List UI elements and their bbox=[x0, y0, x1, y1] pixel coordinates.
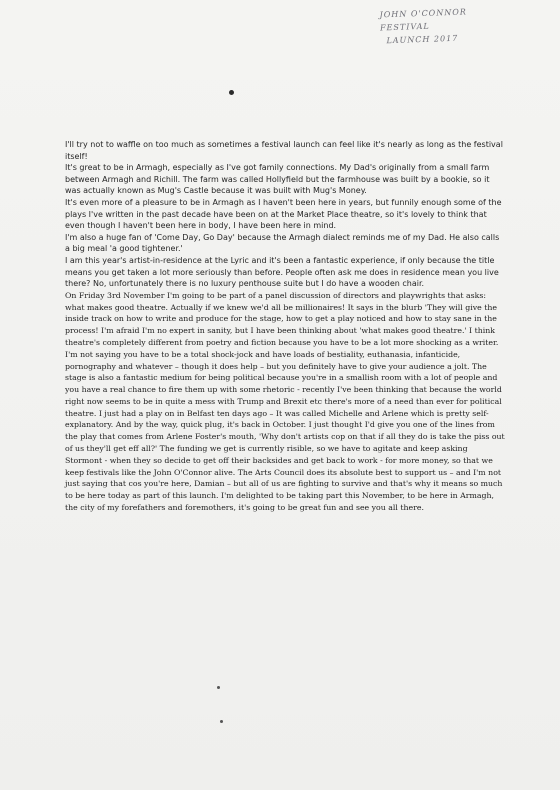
ink-dot bbox=[220, 720, 223, 723]
note-line-2: LAUNCH 2017 bbox=[386, 33, 459, 46]
paragraph-pleasure: It's even more of a pleasure to be in Armagh as I haven't been here in years, but funnily enough some of the plays I've written in the past decade have been on at the Market Place theatre, so it's lovely to think that even though I haven't been here in body, I have been here in mind. bbox=[65, 197, 502, 231]
paragraph-panel: On Friday 3rd November I'm going to be part of a panel discussion of directors and playwrights that asks: what makes good theatre. Actually if we knew we'd all be millionaires! It says in the blurb 'They will give the inside track on how to write and produce for the stage, how to get a play noticed and how to stay sane in the process! I'm afraid I'm no expert in sanity, but I have been thinking about 'what makes good theatre.' I think theatre's completely different from poetry and fiction because you have to be a lot more shocking as a writer. I'm not saying you have to be a total shock-jock and have loads of bestiality, euthanasia, infanticide, pornography and whatever – though it does help – but you definitely have to give your audience a jolt. The stage is also a fantastic medium for being political because you're in a smallish room with a lot of people and you have a real chance to fire them up with some rhetoric - recently I've been thinking that because the world right now seems to be in quite a mess with Trump and Brexit etc there's more of a need than ever for political theatre. I just had a play on in Belfast ten days ago – It was called Michelle and Arlene which is pretty self-explanatory. And by the way, quick plug, it's back in October. I just thought I'd give you one of the lines from the play that comes from Arlene Foster's mouth, 'Why don't artists cop on that if all they do is take the piss out of us they'll get eff all?' The funding we get is currently risible, so we have to agitate and keep asking Stormont - when they so decide to get off their backsides and get back to work - for more money, so that we keep festivals like the John O'Connor alive. The Arts Council does its absolute best to support us – and I'm not just saying that cos you're here, Damian – but all of us are fighting to survive and that's why it means so much to be here today as part of this launch. I'm delighted to be taking part this November, to be here in Armagh, the city of my forefathers and foremothers, it's going to be great fun and see you all there. bbox=[65, 290, 505, 513]
paragraph-armagh: It's great to be in Armagh, especially as I've got family connections. My Dad's originally from a small farm between Armagh and Richill. The farm was called Hollyfield but the farmhouse was built by a bookie, so it was actually known as Mug's Castle because it was built with Mug's Money. bbox=[65, 163, 490, 196]
note-line-1: JOHN O'CONNOR FESTIVAL bbox=[379, 7, 468, 33]
paragraph-come-day: I'm also a huge fan of 'Come Day, Go Day' because the Armagh dialect reminds me of my Dad. He also calls a big meal 'a good tightener.' bbox=[65, 232, 500, 254]
handwritten-note bbox=[379, 4, 520, 48]
paragraph-residence: I am this year's artist-in-residence at the Lyric and it's been a fantastic experience, if only because the title means you get taken a lot more seriously than before. People often ask me does in residence mean you live there? No, unfortunately there is no luxury penthouse suite but I do have a wooden chair. bbox=[65, 255, 499, 289]
paragraph-intro: I'll try not to waffle on too much as sometimes a festival launch can feel like it's nearly as long as the festival itself! bbox=[65, 140, 503, 161]
ink-dot bbox=[217, 686, 220, 689]
letter-body bbox=[65, 139, 505, 514]
ink-dot bbox=[229, 90, 234, 95]
